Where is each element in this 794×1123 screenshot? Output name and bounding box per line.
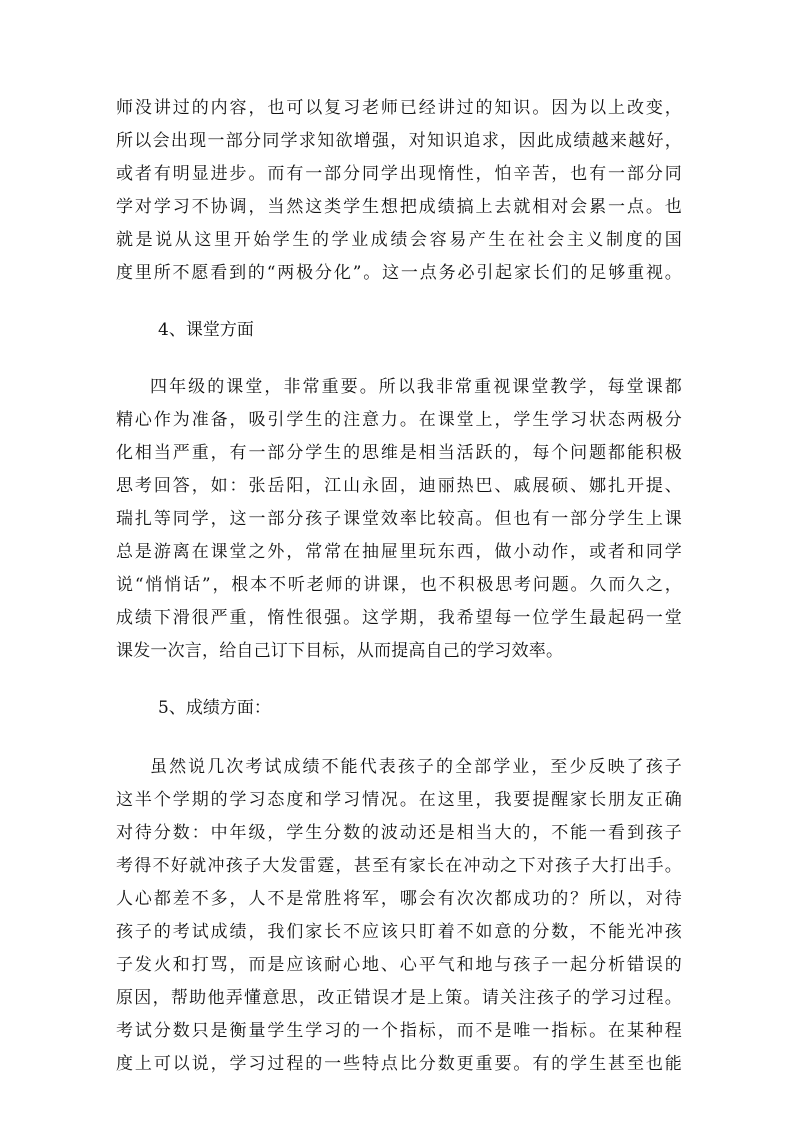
text-line: 这半个学期的学习态度和学习情况。在这里，我要提醒家长朋友正确 xyxy=(116,790,682,810)
text-line: 考试分数只是衡量学生学习的一个指标，而不是唯一指标。在某种程 xyxy=(116,1021,682,1041)
text-line: 或者有明显进步。而有一部分同学出现惰性，怕辛苦，也有一部分同 xyxy=(116,164,682,184)
text-line: 对待分数：中年级，学生分数的波动还是相当大的，不能一看到孩子 xyxy=(116,823,682,843)
text-line: 原因，帮助他弄懂意思，改正错误才是上策。请关注孩子的学习过程。 xyxy=(116,988,682,1008)
text-line: 孩子的考试成绩，我们家长不应该只盯着不如意的分数，不能光冲孩 xyxy=(116,922,682,942)
spacer xyxy=(116,347,682,371)
spacer xyxy=(116,290,682,314)
text-line: 成绩下滑很严重，惰性很强。这学期，我希望每一位学生最起码一堂 xyxy=(116,608,682,628)
text-line: 考得不好就冲孩子大发雷霆，甚至有家长在冲动之下对孩子大打出手。 xyxy=(116,856,682,876)
text-line: 思考回答，如：张岳阳，江山永固，迪丽热巴、戚展硕、娜扎开提、 xyxy=(116,476,682,496)
text-line: 人心都差不多，人不是常胜将军，哪会有次次都成功的？所以，对待 xyxy=(116,889,682,909)
spacer xyxy=(116,725,682,751)
text-line: 化相当严重，有一部分学生的思维是相当活跃的，每个问题都能积极 xyxy=(116,443,682,463)
text-line: 师没讲过的内容，也可以复习老师已经讲过的知识。因为以上改变， xyxy=(116,98,682,118)
text-line: 四年级的课堂，非常重要。所以我非常重视课堂教学，每堂课都 xyxy=(150,377,682,397)
text-line: 子发火和打骂，而是应该耐心地、心平气和地与孩子一起分析错误的 xyxy=(116,955,682,975)
spacer xyxy=(116,668,682,692)
text-line: 学对学习不协调，当然这类学生想把成绩搞上去就相对会累一点。也 xyxy=(116,197,682,217)
text-line: 虽然说几次考试成绩不能代表孩子的全部学业，至少反映了孩子 xyxy=(150,757,682,777)
paragraph-1 xyxy=(116,92,682,290)
section-heading-classroom: 4、课堂方面 xyxy=(158,320,254,340)
paragraph-3 xyxy=(116,751,682,1081)
text-line: 说“悄悄话”，根本不听老师的讲课，也不积极思考问题。久而久之， xyxy=(116,575,682,595)
document-body xyxy=(116,92,682,1081)
text-line: 瑞扎等同学，这一部分孩子课堂效率比较高。但也有一部分学生上课 xyxy=(116,509,682,529)
paragraph-2 xyxy=(116,371,682,668)
text-line: 精心作为准备，吸引学生的注意力。在课堂上，学生学习状态两极分 xyxy=(116,410,682,430)
section-heading-grades: 5、成绩方面： xyxy=(158,698,271,718)
text-line: 所以会出现一部分同学求知欲增强，对知识追求，因此成绩越来越好， xyxy=(116,131,682,151)
text-line: 总是游离在课堂之外，常常在抽屉里玩东西，做小动作，或者和同学 xyxy=(116,542,682,562)
text-line: 就是说从这里开始学生的学业成绩会容易产生在社会主义制度的国 xyxy=(116,230,682,250)
text-line: 度上可以说，学习过程的一些特点比分数更重要。有的学生甚至也能 xyxy=(116,1054,682,1074)
text-line: 度里所不愿看到的“两极分化”。这一点务必引起家长们的足够重视。 xyxy=(116,263,682,283)
text-line: 课发一次言，给自己订下目标，从而提高自己的学习效率。 xyxy=(116,641,564,661)
